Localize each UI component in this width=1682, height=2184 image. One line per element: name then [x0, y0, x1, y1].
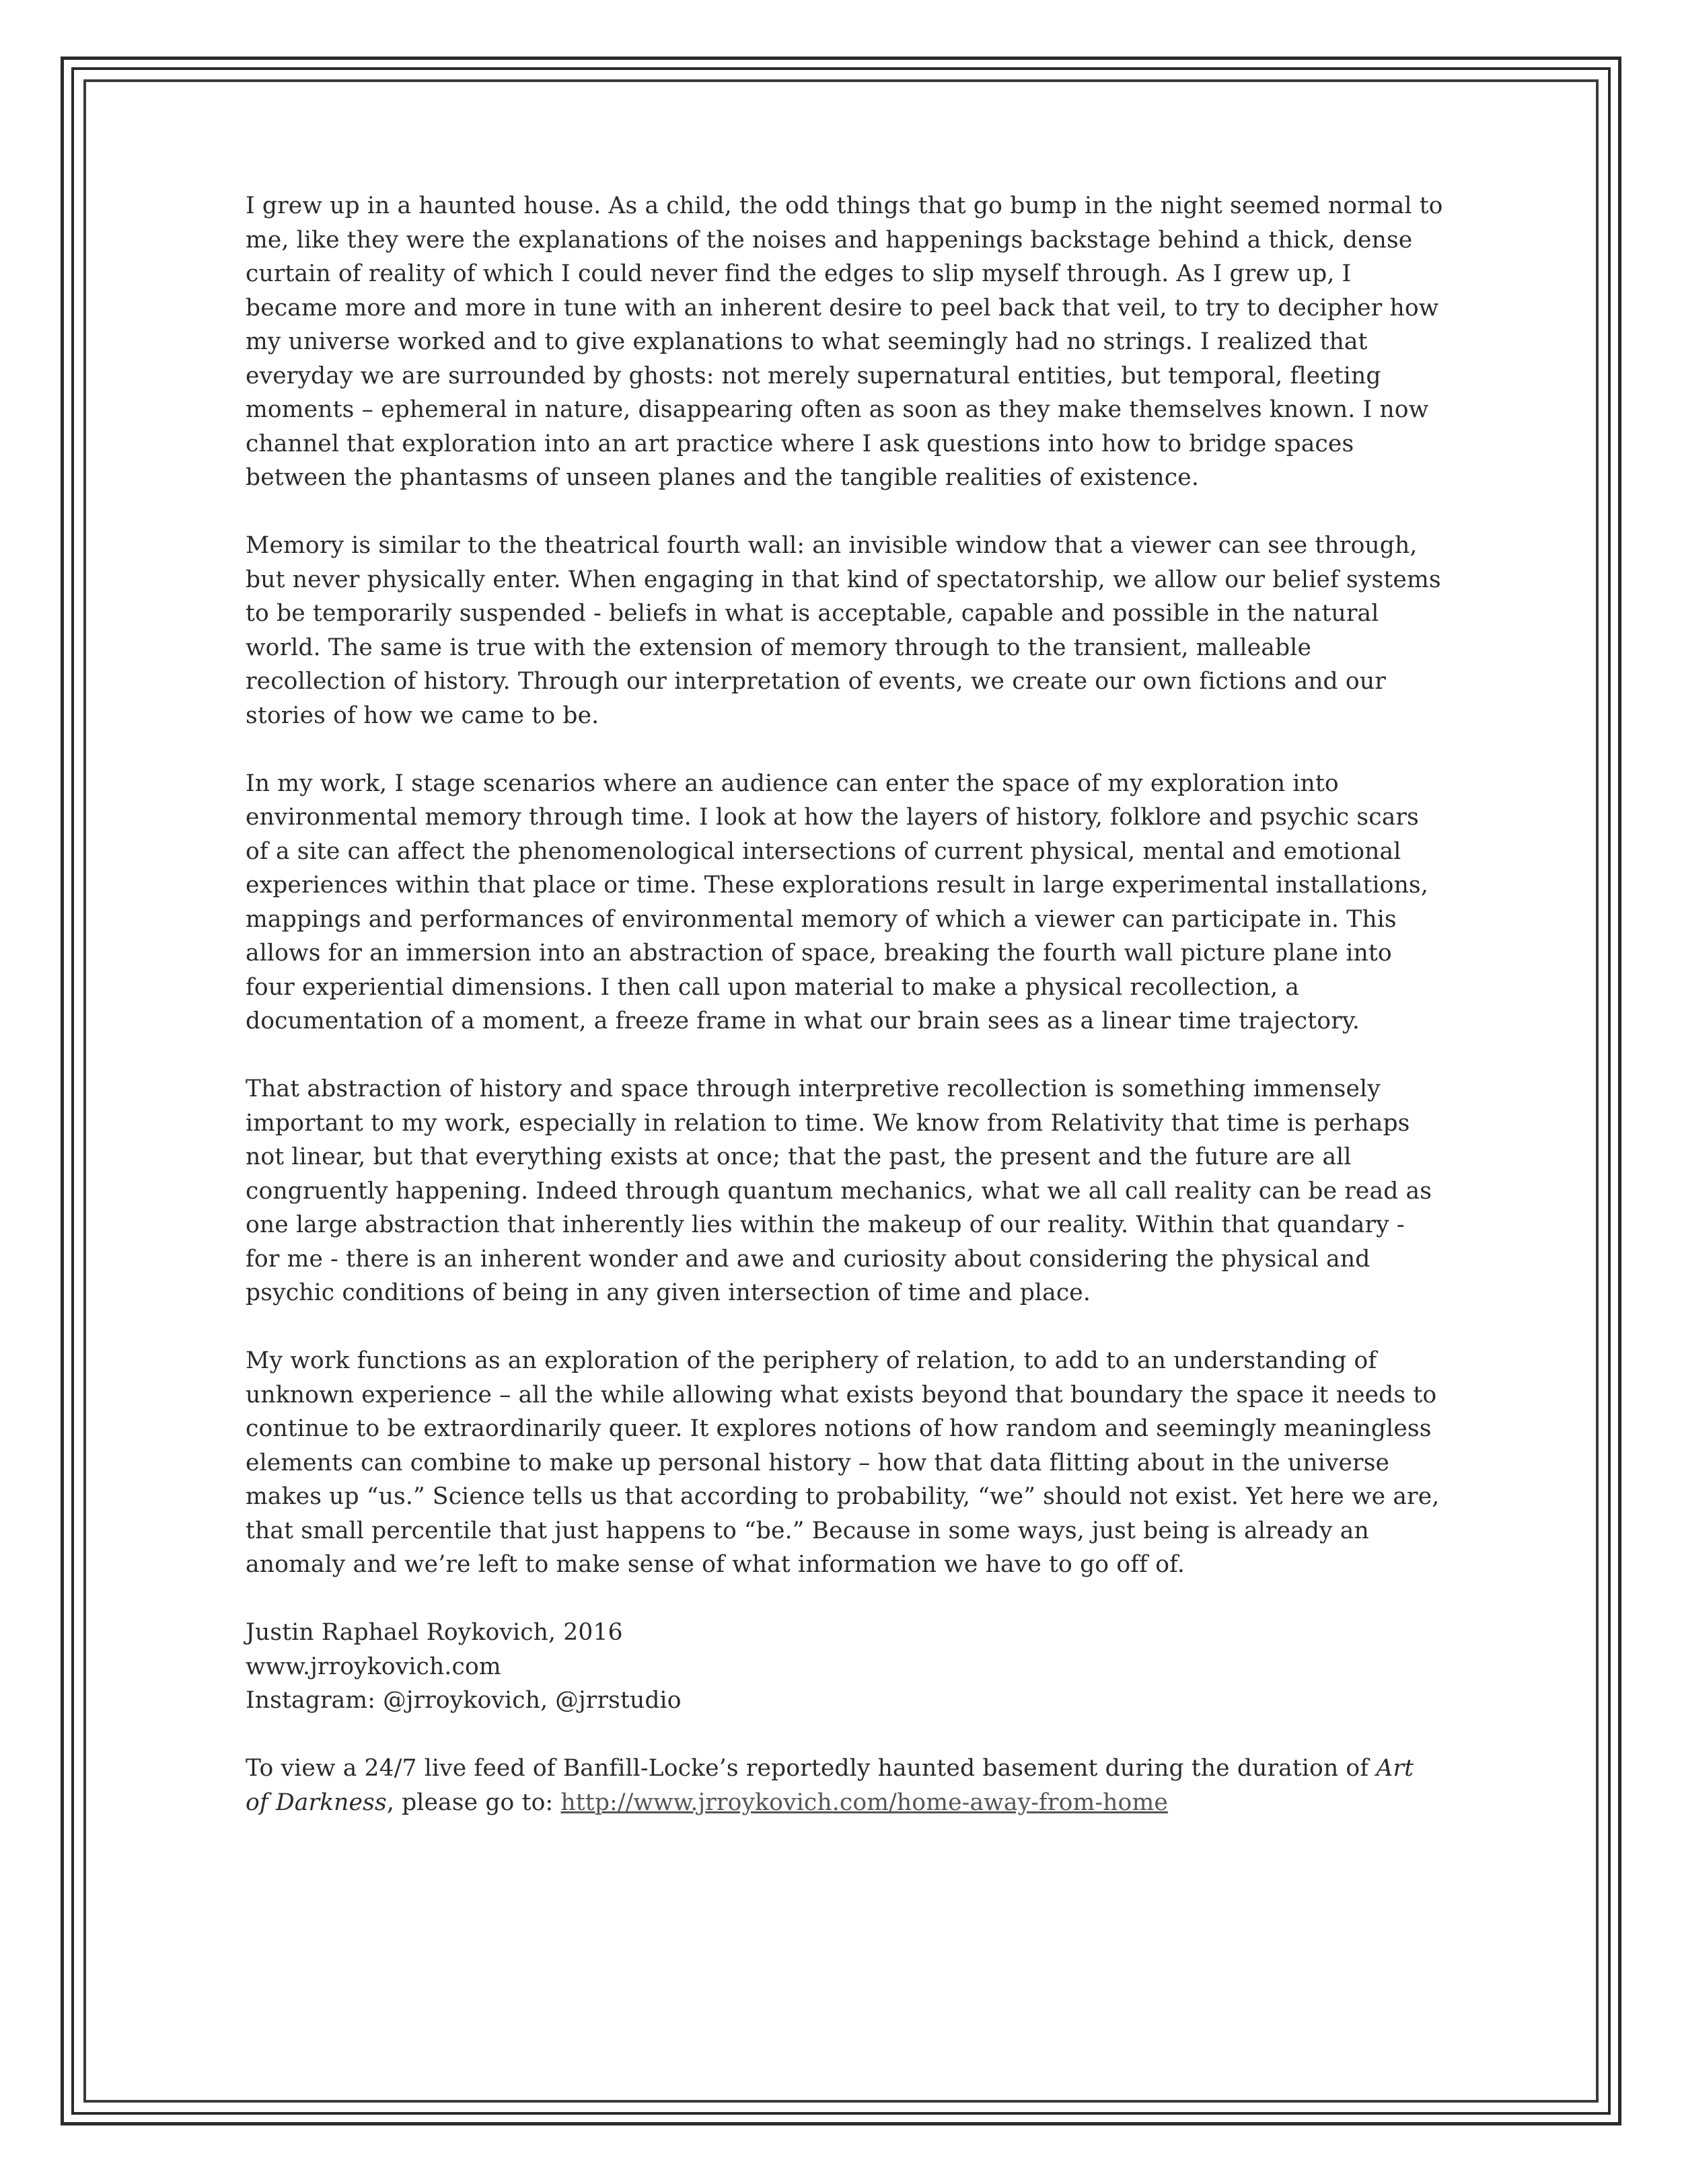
paragraph-periphery: My work functions as an exploration of the periphery of relation, to add to an understanding of unknown experience – all the while allowing what exists beyond that boundary the space it needs to continue to be extraordinarily queer. It explores notions of how random and seemingly meaningless elements can combine to make up personal history – how that data flitting about in the universe makes up “us.” Science tells us that according to probability, “we” should not exist. Yet here we are, that small percentile that just happens to “be.” Because in some ways, just being is already an anomaly and we’re left to make sense of what information we have to go off of.: [246, 1347, 1440, 1578]
author-website: www.jrroykovich.com: [246, 1653, 501, 1680]
paragraph-memory: Memory is similar to the theatrical fourth wall: an invisible window that a viewer can see through, but never physically enter. When engaging in that kind of spectatorship, we allow our belief systems to be temporarily suspended - beliefs in what is acceptable, capable and possible in the natural world. The same is true with the extension of memory through to the transient, malleable recollection of history. Through our interpretation of events, we create our own fictions and our stories of how we came to be.: [246, 532, 1441, 729]
paragraph-haunted-house: I grew up in a haunted house. As a child, the odd things that go bump in the night seemed normal to me, like they were the explanations of the noises and happenings backstage behind a thick, dense curtain of reality of which I could never find the edges to slip myself through. As I grew up, I became more and more in tune with an inherent desire to peel back that veil, to try to decipher how my universe worked and to give explanations to what seemingly had no strings. I realized that everyday we are surrounded by ghosts: not merely supernatural entities, but temporal, fleeting moments – ephemeral in nature, disappearing often as soon as they make themselves known. I now channel that exploration into an art practice where I ask questions into how to bridge spaces between the phantasms of unseen planes and the tangible realities of existence.: [246, 192, 1443, 491]
paragraph-my-work: In my work, I stage scenarios where an audience can enter the space of my exploration into environmental memory through time. I look at how the layers of history, folklore and psychic scars of a site can affect the phenomenological intersections of current physical, mental and emotional experiences within that place or time. These explorations result in large experimental installations, mappings and performances of environmental memory of which a viewer can participate in. This allows for an immersion into an abstraction of space, breaking the fourth wall picture plane into four experiential dimensions. I then call upon material to make a physical recollection, a documentation of a moment, a freeze frame in what our brain sees as a linear time trajectory.: [246, 769, 1428, 1034]
live-feed-intro: To view a 24/7 live feed of Banfill-Locke’s reportedly haunted basement during the duration of: [246, 1755, 1377, 1782]
live-feed-note: [246, 1752, 1443, 1819]
live-feed-link[interactable]: http://www.jrroykovich.com/home-away-from-home: [560, 1788, 1168, 1816]
signature-block: [246, 1616, 1443, 1718]
author-instagram: Instagram: @jrroykovich, @jrrstudio: [246, 1687, 682, 1714]
paragraph-abstraction: That abstraction of history and space through interpretive recollection is something immensely important to my work, especially in relation to time. We know from Relativity that time is perhaps not linear, but that everything exists at once; that the past, the present and the future are all congruently happening. Indeed through quantum mechanics, what we all call reality can be read as one large abstraction that inherently lies within the makeup of our reality. Within that quandary - for me - there is an inherent wonder and awe and curiosity about considering the physical and psychic conditions of being in any given intersection of time and place.: [246, 1076, 1432, 1306]
live-feed-after-title: , please go to:: [386, 1788, 561, 1816]
author-name-year: Justin Raphael Roykovich, 2016: [246, 1619, 623, 1646]
exhibition-title: Art of Darkness: [246, 1755, 1414, 1816]
artist-statement: [246, 189, 1443, 1854]
